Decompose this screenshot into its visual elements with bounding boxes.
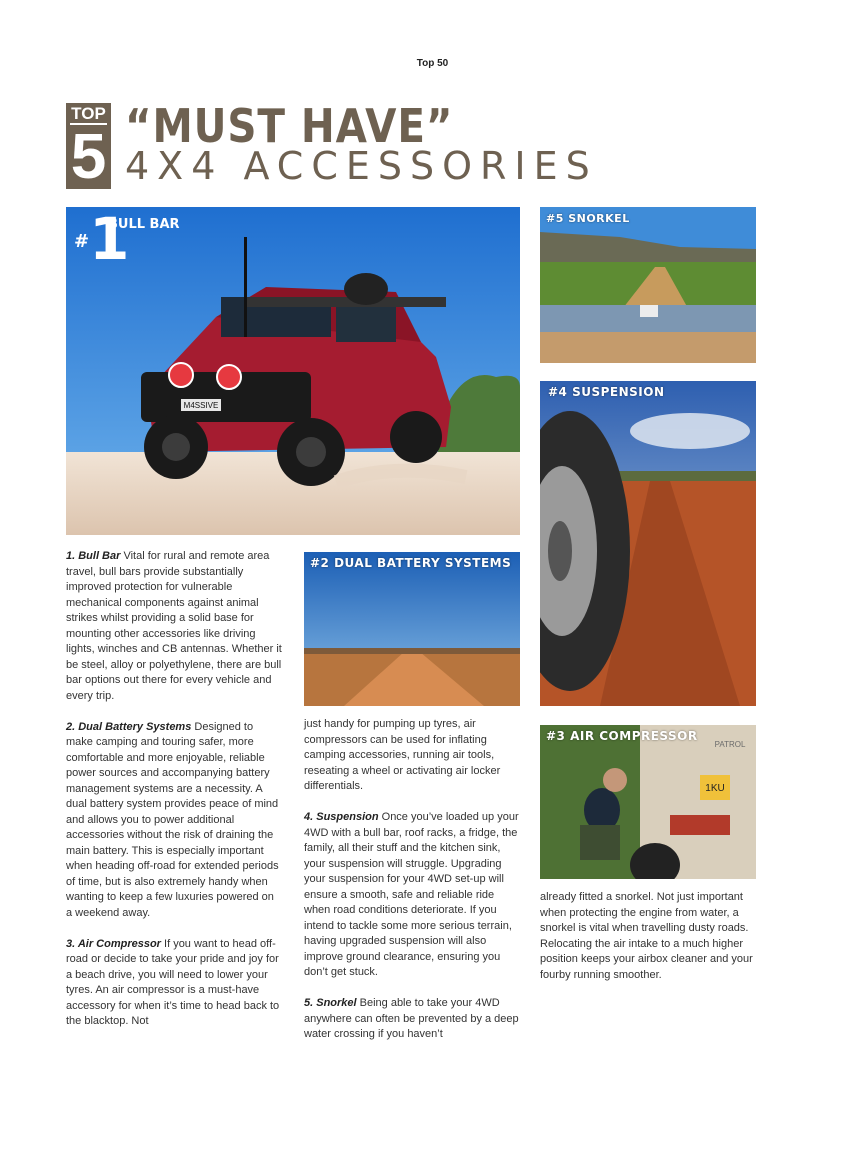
bull-bar-digit: 1 — [89, 207, 130, 273]
dual-battery-photo — [304, 552, 520, 706]
snorkel-lead: 5. Snorkel — [304, 997, 357, 1009]
snorkel-paragraph — [304, 996, 522, 1043]
page-title: “MUST HAVE” — [125, 99, 454, 153]
bull-bar-lead: 1. Bull Bar — [66, 550, 121, 562]
page-subtitle: 4X4 ACCESSORIES — [125, 144, 598, 188]
vehicle-badge: PATROL — [714, 740, 746, 749]
column-1-text — [66, 549, 282, 1045]
top5-badge — [66, 103, 111, 192]
bull-bar-paragraph — [66, 549, 282, 704]
snorkel-label: #5 SNORKEL — [546, 212, 630, 225]
column-3-text — [540, 890, 758, 999]
snorkel-body: Being able to take your 4WD anywhere can often be prevented by a deep water crossing if you haven’t — [304, 997, 519, 1040]
suspension-paragraph — [304, 810, 522, 981]
dual-battery-label: #2 DUAL BATTERY SYSTEMS — [310, 556, 512, 570]
dual-battery-illustration — [304, 552, 520, 706]
bull-bar-body: Vital for rural and remote area travel, bull bars provide substantially improved protection for vulnerable mechanical components against animal strikes whilst providing a solid base for mounting other accessories like driving lights, winches and CB antennas. Whether it be steel, alloy or polyethylene, there are bull bar options out there for every vehicle and every trip. — [66, 550, 282, 702]
snorkel-photo — [540, 207, 756, 363]
bull-bar-photo — [66, 207, 520, 535]
snorkel-continued: already fitted a snorkel. Not just important when protecting the engine from water, a snorkel is vital when travelling dusty roads. Relocating the air intake to a much higher position keeps your airbox cleaner and your fourby running smoother. — [540, 891, 753, 981]
bull-bar-hash: # — [74, 231, 90, 252]
suspension-lead: 4. Suspension — [304, 811, 379, 823]
column-2-text — [304, 717, 522, 1058]
dual-battery-lead: 2. Dual Battery Systems — [66, 720, 192, 733]
bull-bar-illustration — [66, 207, 520, 535]
air-compressor-photo — [540, 725, 756, 879]
suspension-illustration — [540, 381, 756, 706]
air-compressor-illustration — [540, 725, 756, 879]
suspension-label: #4 SUSPENSION — [548, 385, 665, 399]
air-compressor-lead: 3. Air Compressor — [66, 937, 161, 950]
air-compressor-label: #3 AIR COMPRESSOR — [546, 729, 698, 743]
air-compressor-continued: just handy for pumping up tyres, air compressors can be used for inflating camping accessories, running air tools, reseating a wheel or activating air locker differentials. — [304, 718, 501, 792]
dual-battery-body: Designed to make camping and touring safer, more comfortable and more enjoyable, reliable power sources and accompanying battery management systems are a necessity. A dual battery system provides peace of mind and allows you to power additional accessories without the risk of draining the main battery. This is especially important when heading off-road for extended periods of time, but is also extremely handy when wanting to keep a few luxuries powered on a weekend away. — [66, 720, 279, 919]
air-compressor-body: If you want to head off-road or decide to take your pride and joy for a beach drive, you will need to lower your tyres. An air compressor is a must-have accessory for when it’s time to head back to the blacktop. Not — [66, 937, 280, 1027]
air-compressor-paragraph — [66, 937, 282, 1030]
suspension-photo — [540, 381, 756, 706]
dual-battery-paragraph — [66, 720, 282, 922]
plate-text: M4SSIVE — [183, 401, 219, 410]
snorkel-illustration — [540, 207, 756, 363]
bull-bar-label: BULL BAR — [108, 217, 180, 232]
badge-number: 5 — [70, 120, 107, 192]
badge-top-word: TOP — [71, 104, 106, 123]
suspension-body: Once you’ve loaded up your 4WD with a bull bar, roof racks, a fridge, the family, all their stuff and the kitchen sink, your suspension will struggle. Upgrading your suspension for your 4WD set-up will ensure a smooth, safe and reliable ride when road conditions deteriorate. If you intend to tackle some more serious terrain, having upgraded suspension will also improve ground clearance, ensuring you don’t get stuck. — [304, 811, 519, 978]
plate-text-2: 1KU — [705, 783, 725, 794]
section-tag: Top 50 — [416, 58, 449, 69]
